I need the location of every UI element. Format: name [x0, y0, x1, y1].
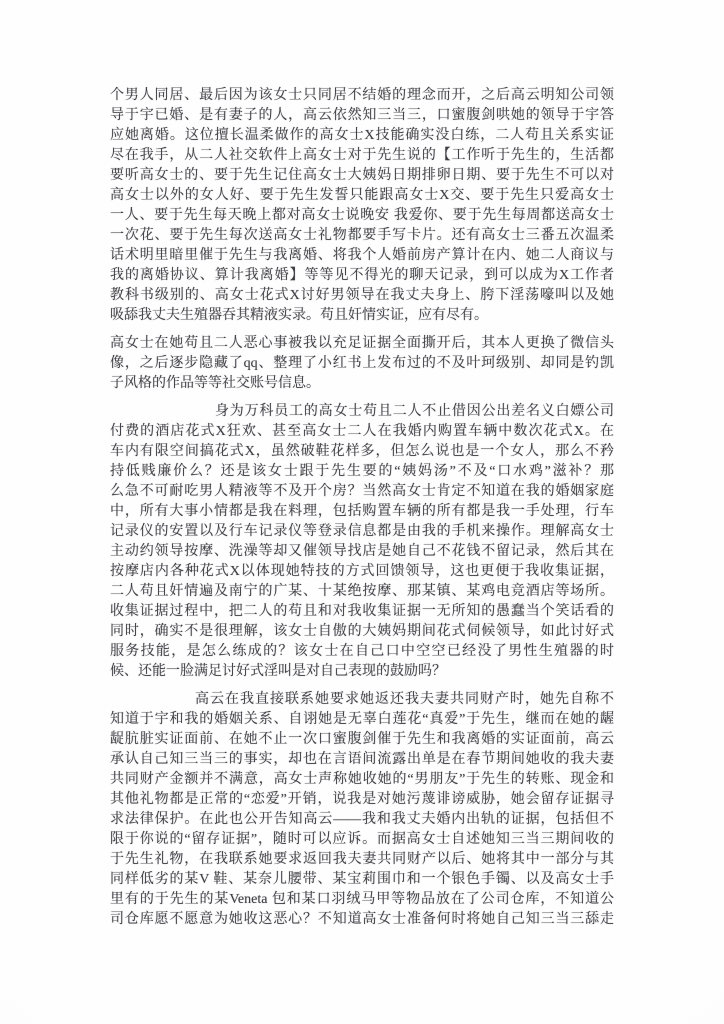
text-line: 导于宇已婚、是有妻子的人，高云依然知三当三，口蜜腹剑哄她的领导于宇答: [110, 108, 614, 123]
text-line: 像，之后逐步隐藏了qq、整理了小红书上发布过的不及叶珂级别、却同是钓凯: [110, 356, 614, 371]
text-line: 司仓库愿不愿意为她收这恶心？不知道高女士准备何时将她自己知三当三舔走: [110, 912, 614, 927]
text-line: 子风格的作品等等社交账号信息。: [110, 376, 320, 391]
text-line: 一人、要于先生每天晚上都对高女士说晚安 我爱你、要于先生每周都送高女士: [110, 208, 614, 223]
text-line: 同样低劣的某V 鞋、某奈儿腰带、某宝莉围巾和一个银色手镯、以及高女士手: [110, 872, 614, 887]
text-line: 服务技能，是怎么练成的？该女士在自己口中空空已经没了男性生殖器的时: [110, 644, 614, 659]
document-page: [110, 86, 614, 930]
text-line: 收集证据过程中，把二人的苟且和对我收集证据一无所知的愚蠢当个笑话看的: [110, 604, 614, 619]
text-line: 主动约领导按摩、洗澡等却又催领导找店是她自己不花钱不留记录，然后其在: [110, 544, 614, 559]
text-line: 记录仪的安置以及行车记录仪等登录信息都是由我的手机来操作。理解高女士: [110, 524, 614, 539]
text-line: 于先生礼物，在我联系她要求返回我夫妻共同财产以后、她将其中一部分与其: [110, 852, 614, 867]
text-line: 二人苟且奸情遍及南宁的广某、十某绝按摩、那某镇、某鸡电竞酒店等场所。: [110, 584, 614, 599]
text-line: 候、还能一脸满足讨好式淫叫是对自己表现的鼓励吗？: [110, 664, 446, 679]
text-line: 个男人同居、最后因为该女士只同居不结婚的理念而开，之后高云明知公司领: [110, 88, 614, 103]
text-line: 按摩店内各种花式X以体现她特技的方式回馈领导，这也更便于我收集证据，: [110, 564, 614, 579]
text-line: 共同财产金额并不满意，高女士声称她收她的“男朋友”于先生的转账、现金和: [110, 772, 614, 787]
text-line: 限于你说的“留存证据”，随时可以应诉。而据高女士自述她知三当三期间收的: [110, 832, 614, 847]
text-line: 知道于宇和我的婚姻关系、自诩她是无辜白莲花“真爱”于先生，继而在她的龌: [110, 712, 614, 727]
text-line: 一次花、要于先生每次送高女士礼物都要手写卡片。还有高女士三番五次温柔: [110, 228, 614, 243]
text-line: 应她离婚。这位擅长温柔做作的高女士X技能确实没白练，二人苟且关系实证: [110, 128, 614, 143]
text-line: 里有的于先生的某Veneta 包和某口羽绒马甲等物品放在了公司仓库，不知道公: [110, 892, 614, 907]
text-line: 中，所有大事小情都是我在料理，包括购置车辆的所有都是我一手处理，行车: [110, 504, 614, 519]
text-line: 求法律保护。在此也公开告知高云——我和我丈夫婚内出轨的证据，包括但不: [110, 812, 614, 827]
text-line: 高云在我直接联系她要求她返还我夫妻共同财产时，她先自称不: [195, 692, 614, 707]
text-line: 我的离婚协议、算计我离婚】等等见不得光的聊天记录，到可以成为X工作者: [110, 268, 614, 283]
paragraph: [110, 334, 614, 394]
paragraph: [110, 402, 614, 682]
text-line: 教科书级别的、高女士花式X讨好男领导在我丈夫身上、胯下淫荡嚎叫以及她: [110, 288, 614, 303]
text-line: 要听高女士的、要于先生记住高女士大姨妈日期排卵日期、要于先生不可以对: [110, 168, 614, 183]
text-line: 承认自己知三当三的事实，却也在言语间流露出单是在春节期间她收的我夫妻: [110, 752, 614, 767]
paragraph: [110, 690, 614, 930]
text-line: 持低贱廉价么？还是该女士跟于先生要的“姨妈汤”不及“口水鸡”滋补？那: [110, 464, 614, 479]
paragraph: [110, 86, 614, 326]
text-line: 高女士在她苟且二人恶心事被我以充足证据全面撕开后，其本人更换了微信头: [110, 336, 614, 351]
text-line: 话术明里暗里催于先生与我离婚、将我个人婚前房产算计在内、她二人商议与: [110, 248, 614, 263]
text-line: 车内有限空间搞花式X，虽然破鞋花样多，但怎么说也是一个女人，那么不矜: [110, 444, 614, 459]
text-line: 吸舔我丈夫生殖器吞其精液实录。苟且奸情实证，应有尽有。: [110, 308, 488, 323]
text-line: 付费的酒店花式X狂欢、甚至高女士二人在我婚内购置车辆中数次花式X。在: [110, 424, 614, 439]
text-line: 尽在我手，从二人社交软件上高女士对于先生说的【工作听于先生的，生活都: [110, 148, 614, 163]
text-line: 身为万科员工的高女士苟且二人不止借因公出差名义白嫖公司: [215, 404, 614, 419]
text-line: 高女士以外的女人好、要于先生发誓只能跟高女士X交、要于先生只爱高女士: [110, 188, 614, 203]
text-line: 龊肮脏实证面前、在她不止一次口蜜腹剑催于先生和我离婚的实证面前，高云: [110, 732, 614, 747]
text-line: 么急不可耐吃男人精液等不及开个房？当然高女士肯定不知道在我的婚姻家庭: [110, 484, 614, 499]
text-line: 其他礼物都是正常的“恋爱”开销，说我是对她污蔑诽谤威胁，她会留存证据寻: [110, 792, 614, 807]
text-line: 同时，确实不是很理解，该女士自傲的大姨妈期间花式伺候领导，如此讨好式: [110, 624, 614, 639]
